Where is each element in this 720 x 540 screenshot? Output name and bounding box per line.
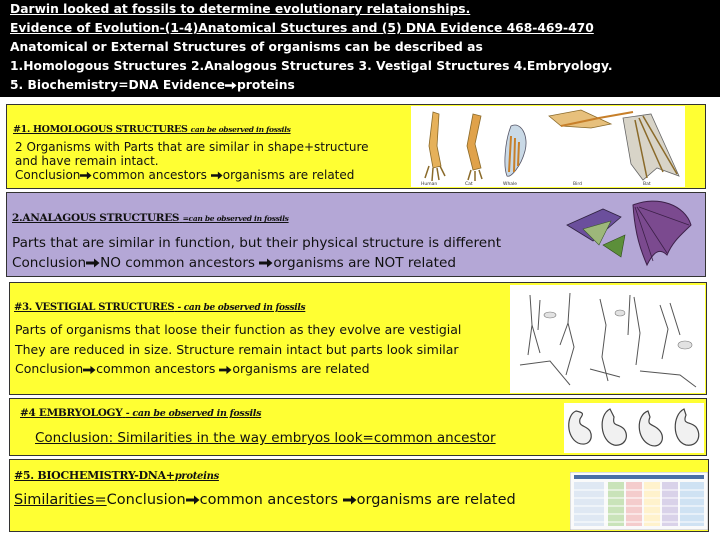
vestigial-section (9, 282, 707, 395)
analogous-title-text: 2.ANALAGOUS STRUCTURES (12, 212, 180, 224)
vestigial-title-note: - can be observed in fossils (177, 303, 306, 313)
biochemistry-line-label: Similarities= (14, 492, 107, 508)
analogous-conclusion-a: NO common ancestors (100, 255, 260, 271)
embryo-images (564, 403, 704, 453)
header-line-3: Anatomical or External Structures of organisms can be described as (10, 40, 483, 54)
arrow-right-icon (259, 258, 273, 268)
biochemistry-conclusion-label: Conclusion (106, 492, 186, 508)
analogous-line-1: Parts that are similar in function, but their physical structure is different (12, 235, 502, 251)
dna-comparison-table-image (570, 472, 708, 530)
vestigial-conclusion-b: organisms are related (232, 361, 370, 376)
arrow-right-icon (83, 365, 96, 375)
analogous-body (12, 233, 501, 273)
analogous-title (12, 212, 289, 224)
biochemistry-conclusion-b: organisms are related (356, 492, 516, 508)
header-line-4: 1.Homologous Structures 2.Analogous Structures 3. Vestigal Structures 4.Embryology. (10, 59, 613, 73)
vestigial-conclusion-label: Conclusion (15, 361, 84, 376)
embryology-conclusion: Conclusion: Similarities in the way embryos look=common ancestor (35, 430, 496, 446)
arrow-right-icon (225, 81, 237, 90)
vestigial-conclusion-a: common ancestors (96, 361, 220, 376)
embryology-title-text: #4 EMBRYOLOGY (20, 407, 123, 419)
embryology-title-note: - can be observed in fossils (125, 408, 262, 419)
biochemistry-conclusion-a: common ancestors (199, 492, 343, 508)
header-line-5 (10, 76, 714, 95)
arrow-right-icon (219, 365, 232, 375)
analogous-conclusion-label: Conclusion (12, 255, 87, 271)
homologous-conclusion (15, 168, 369, 182)
analogous-section (6, 192, 706, 277)
homologous-limbs-image (411, 106, 685, 187)
homologous-section (6, 104, 706, 189)
homologous-line-2: and have remain intact. (15, 154, 159, 168)
vestigial-title-text: #3. VESTIGIAL STRUCTURES (14, 302, 175, 313)
homologous-conclusion-a: common ancestors (92, 168, 211, 182)
homologous-title (13, 124, 291, 135)
svg-text:Bird: Bird (573, 182, 582, 187)
svg-text:Human: Human (421, 182, 438, 187)
arrow-right-icon (343, 495, 357, 505)
header-line-1: Darwin looked at fossils to determine evolutionary relataionships. (10, 2, 471, 16)
biochemistry-title-note: proteins (174, 471, 219, 482)
vestigial-body (15, 320, 461, 379)
embryology-title (20, 407, 261, 419)
homologous-conclusion-b: organisms are related (222, 168, 355, 182)
header-panel (0, 0, 720, 97)
homologous-body (15, 140, 369, 182)
biochemistry-conclusion (14, 492, 516, 508)
arrow-right-icon (211, 171, 223, 180)
analogous-conclusion (12, 253, 501, 273)
svg-text:Bat: Bat (643, 182, 651, 187)
vestigial-title (14, 302, 305, 313)
svg-text:Whale: Whale (503, 182, 518, 187)
header-line-5-post: proteins (237, 78, 295, 92)
biochemistry-section (9, 459, 709, 532)
embryology-section (9, 398, 707, 456)
analogous-wings-image (563, 195, 693, 275)
vestigial-line-2: They are reduced in size. Structure remain intact but parts look similar (15, 341, 459, 357)
arrow-right-icon (186, 495, 200, 505)
vestigial-conclusion (15, 359, 461, 379)
homologous-title-text: #1. HOMOLOGOUS STRUCTURES (13, 124, 188, 135)
homologous-title-note: can be observed in fossils (190, 125, 291, 134)
analogous-title-note: =can be observed in fossils (182, 214, 289, 223)
arrow-right-icon (80, 171, 92, 180)
vestigial-bones-image (510, 285, 705, 393)
svg-text:Cat: Cat (465, 182, 473, 187)
arrow-right-icon (86, 258, 100, 268)
biochemistry-title (14, 469, 219, 482)
homologous-conclusion-label: Conclusion (15, 168, 81, 182)
analogous-conclusion-b: organisms are NOT related (273, 255, 456, 271)
header-line-5-pre: 5. Biochemistry=DNA Evidence (10, 78, 225, 92)
vestigial-line-1: Parts of organisms that loose their function as they evolve are vestigial (15, 322, 462, 337)
biochemistry-title-text: #5. BIOCHEMISTRY-DNA+ (14, 469, 175, 482)
homologous-line-1: 2 Organisms with Parts that are similar in shape+structure (15, 140, 369, 154)
header-line-2: Evidence of Evolution-(1-4)Anatomical Stuctures and (5) DNA Evidence 468-469-470 (10, 21, 594, 35)
